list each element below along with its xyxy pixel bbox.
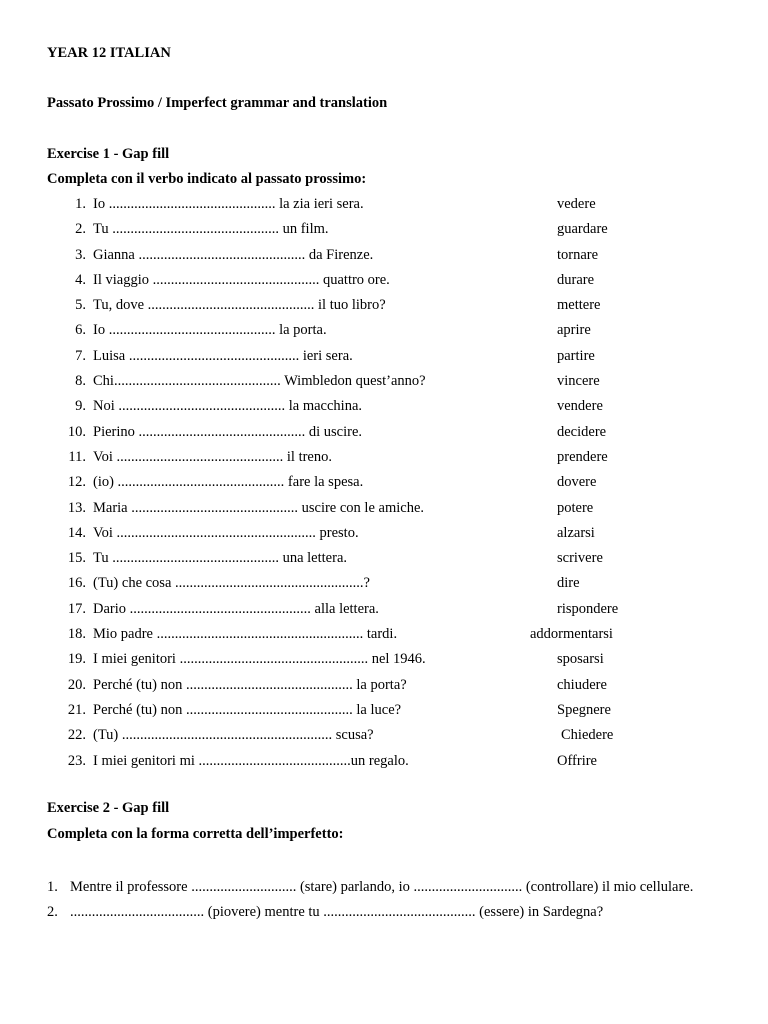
item-verb: alzarsi — [557, 524, 595, 541]
item-number: 6. — [75, 322, 86, 339]
item-sentence: Perché (tu) non .............................................. la porta? — [93, 676, 407, 693]
item-number: 16. — [67, 575, 86, 592]
item-verb: guardare — [557, 221, 608, 238]
exercise1-title: Exercise 1 - Gap fill — [47, 146, 170, 162]
item-number: 5. — [75, 297, 86, 314]
item-sentence: Perché (tu) non .............................................. la luce? — [93, 701, 402, 718]
item-verb: vincere — [557, 373, 600, 390]
item-number: 2. — [75, 221, 86, 238]
item-verb: addormentarsi — [530, 626, 613, 643]
item-sentence: I miei genitori mi ..........................................un regalo. — [93, 752, 409, 769]
exercise1-item — [0, 752, 768, 777]
item-number: 19. — [67, 651, 86, 668]
item-number: 11. — [68, 448, 86, 465]
item-number: 8. — [75, 373, 86, 390]
item-sentence: Luisa ............................................... ieri sera. — [93, 347, 353, 364]
item-sentence: Mentre il professore ............................. (stare) parlando, io .............................. (controllare) il mio cellulare. — [70, 879, 694, 895]
item-sentence: Noi .............................................. la macchina. — [93, 398, 363, 415]
item-number: 7. — [75, 347, 86, 364]
exercise2-item — [0, 875, 768, 900]
item-number: 14. — [67, 524, 86, 541]
item-number: 1. — [47, 879, 58, 895]
item-sentence: Tu .............................................. una lettera. — [93, 550, 348, 567]
exercise1-item — [0, 372, 768, 397]
item-sentence: Gianna .............................................. da Firenze. — [93, 246, 374, 263]
exercise1-item — [0, 347, 768, 372]
item-number: 4. — [75, 271, 86, 288]
exercise1-item — [0, 549, 768, 574]
exercise1-instruction: Completa con il verbo indicato al passato prossimo: — [47, 171, 367, 187]
exercise1-item — [0, 271, 768, 296]
item-sentence: Tu, dove .............................................. il tuo libro? — [93, 297, 386, 314]
exercise1-item — [0, 448, 768, 473]
exercise1-item — [0, 321, 768, 346]
exercise2-item — [0, 900, 768, 925]
item-sentence: Io .............................................. la zia ieri sera. — [93, 196, 364, 212]
exercise1-item — [0, 499, 768, 524]
item-verb: dire — [557, 575, 580, 592]
item-verb: scrivere — [557, 550, 603, 567]
exercise1-item — [0, 701, 768, 726]
item-verb: tornare — [557, 246, 599, 263]
item-number: 3. — [75, 246, 86, 263]
exercise1-item — [0, 296, 768, 321]
exercise1-list — [0, 195, 768, 777]
exercise1-item — [0, 650, 768, 675]
item-number: 10. — [67, 423, 86, 440]
item-verb: prendere — [557, 448, 608, 465]
item-verb: durare — [557, 271, 595, 288]
item-verb: dovere — [557, 474, 597, 491]
item-verb: Spegnere — [557, 701, 611, 718]
item-verb: chiudere — [557, 676, 607, 693]
exercise1-item — [0, 676, 768, 701]
item-sentence: (Tu) che cosa ....................................................? — [93, 575, 370, 592]
exercise2-list — [0, 875, 768, 925]
item-sentence: I miei genitori .................................................... nel 1946. — [93, 651, 426, 668]
item-verb: rispondere — [557, 600, 619, 617]
course-title: YEAR 12 ITALIAN — [47, 45, 171, 61]
item-sentence: Dario .................................................. alla lettera. — [93, 600, 379, 617]
worksheet-subtitle: Passato Prossimo / Imperfect grammar and translation — [47, 95, 388, 111]
item-verb: sposarsi — [557, 651, 604, 668]
item-sentence: Mio padre ......................................................... tardi. — [93, 626, 398, 643]
item-sentence: ..................................... (piovere) mentre tu .......................................... (essere) in Sardegna? — [70, 904, 604, 920]
item-verb: Offrire — [557, 752, 597, 769]
item-sentence: Pierino .............................................. di uscire. — [93, 423, 363, 440]
item-number: 23. — [67, 752, 86, 769]
exercise1-item — [0, 423, 768, 448]
item-sentence: Voi ....................................................... presto. — [93, 524, 359, 541]
item-verb: aprire — [557, 322, 591, 339]
item-verb: decidere — [557, 423, 607, 440]
exercise1-item — [0, 473, 768, 498]
exercise2-title: Exercise 2 - Gap fill — [47, 800, 170, 816]
item-sentence: Tu .............................................. un film. — [93, 221, 329, 238]
exercise2-instruction: Completa con la forma corretta dell’imperfetto: — [47, 826, 344, 842]
exercise1-item — [0, 246, 768, 271]
item-number: 15. — [67, 550, 86, 567]
item-verb: mettere — [557, 297, 601, 314]
item-number: 13. — [67, 499, 86, 516]
exercise1-item — [0, 726, 768, 751]
item-number: 1. — [75, 196, 86, 212]
item-verb: Chiedere — [561, 727, 614, 744]
item-verb: potere — [557, 499, 594, 516]
item-sentence: (io) .............................................. fare la spesa. — [93, 474, 364, 491]
item-sentence: Voi .............................................. il treno. — [93, 448, 332, 465]
exercise1-item — [0, 397, 768, 422]
item-verb: vendere — [557, 398, 603, 415]
item-sentence: Chi.............................................. Wimbledon quest’anno? — [93, 373, 426, 390]
exercise1-item — [0, 574, 768, 599]
exercise1-item — [0, 220, 768, 245]
exercise1-item — [0, 600, 768, 625]
item-number: 2. — [47, 904, 58, 920]
item-number: 12. — [67, 474, 86, 491]
item-verb: vedere — [557, 196, 596, 212]
item-number: 22. — [67, 727, 86, 744]
item-verb: partire — [557, 347, 595, 364]
exercise1-item — [0, 625, 768, 650]
item-sentence: (Tu) .......................................................... scusa? — [93, 727, 374, 744]
item-number: 17. — [67, 600, 86, 617]
item-sentence: Maria .............................................. uscire con le amiche. — [93, 499, 425, 516]
item-sentence: Il viaggio .............................................. quattro ore. — [93, 271, 390, 288]
item-sentence: Io .............................................. la porta. — [93, 322, 327, 339]
exercise1-item — [0, 524, 768, 549]
item-number: 9. — [75, 398, 86, 415]
item-number: 20. — [67, 676, 86, 693]
item-number: 18. — [67, 626, 86, 643]
exercise1-item — [0, 195, 768, 220]
item-number: 21. — [67, 701, 86, 718]
